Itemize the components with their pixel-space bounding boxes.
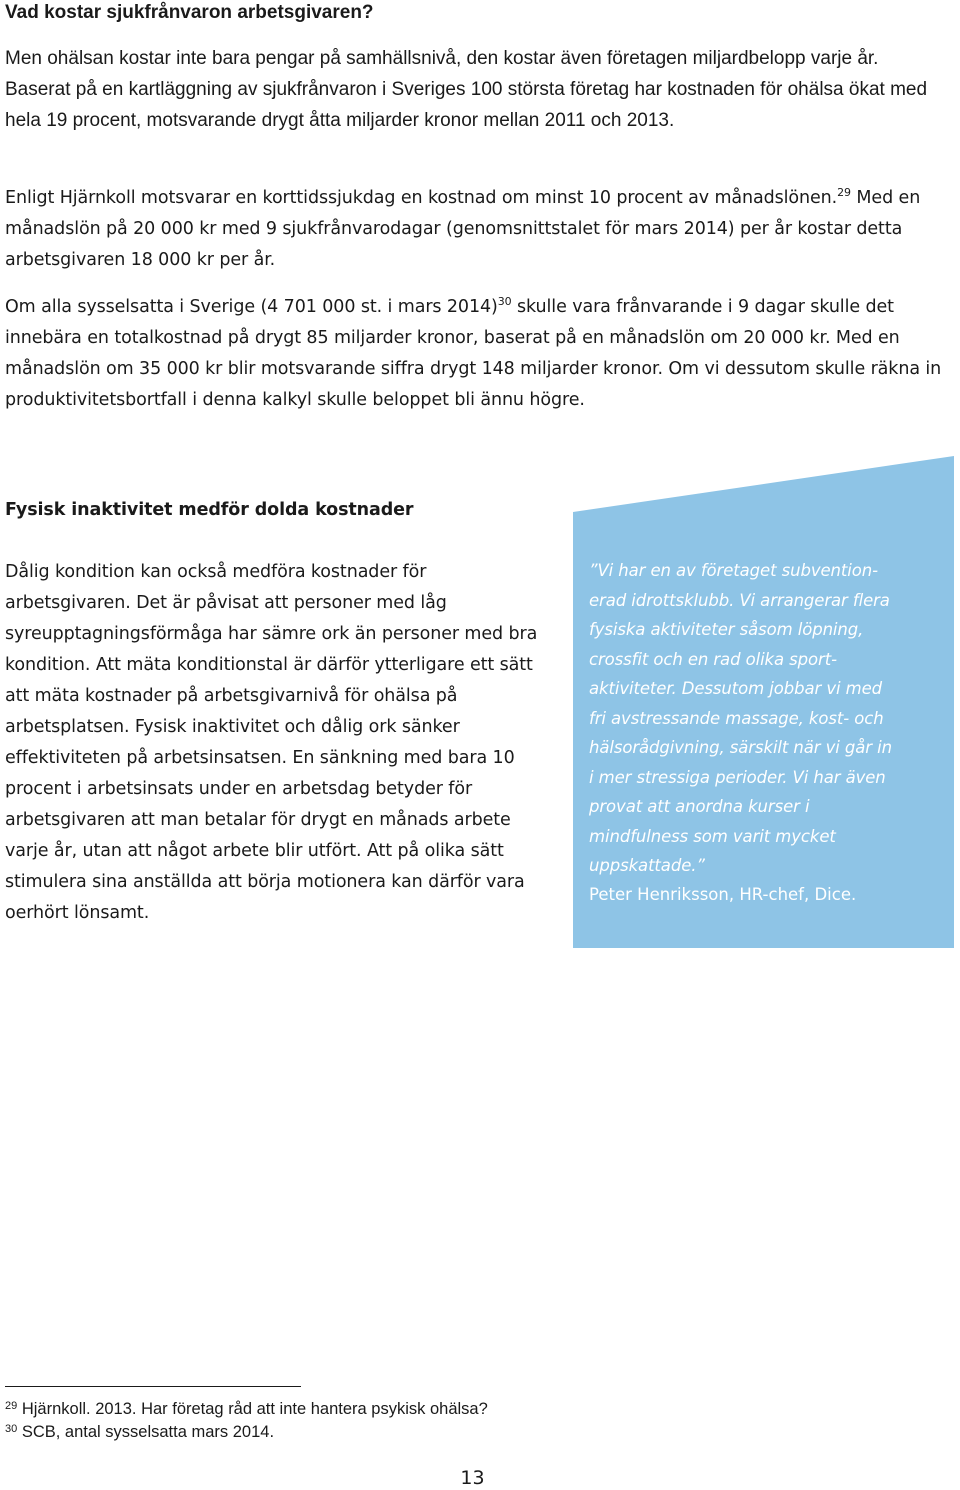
footnote-text: Hjärnkoll. 2013. Har företag råd att inte hantera psykisk ohälsa? [17, 1400, 488, 1418]
intro-paragraph-block [5, 43, 945, 136]
quote-line: uppskattade.” [589, 856, 705, 875]
footnote-29 [5, 1398, 488, 1421]
section-heading-physical-inactivity: Fysisk inaktivitet medför dolda kostnader [5, 500, 414, 520]
quote-line: crossfit och en rad olika sport- [589, 649, 837, 669]
quote-line: aktiviteter. Dessutom jobbar vi med [589, 679, 883, 698]
hjarnkoll-text: Enligt Hjärnkoll motsvarar en korttidssjukdag en kostnad om minst 10 procent av månadslönen. [5, 188, 838, 208]
inactivity-paragraph-block [5, 557, 545, 929]
footnotes [5, 1398, 488, 1444]
quote-line: mindfulness som varit mycket [589, 826, 836, 846]
page-number: 13 [460, 1467, 485, 1489]
employment-text: Om alla sysselsatta i Sverige (4 701 000 st. i mars 2014) [5, 297, 498, 317]
quote-line: i mer stressiga perioder. Vi har även [589, 767, 886, 787]
section-heading-sick-leave-cost: Vad kostar sjukfrånvaron arbetsgivaren? [5, 2, 374, 23]
footnote-ref-29[interactable]: 29 [837, 186, 851, 200]
hjarnkoll-paragraph [5, 183, 950, 276]
quote-line: ”Vi har en av företaget subvention- [589, 561, 878, 580]
employment-text-rest: skulle vara frånvarande i 9 dagar skulle det innebära en totalkostnad på drygt 85 miljarder kronor, baserat på en månadslön om 20 000 kr. Med en månadslön om 35 000 kr blir motsvarande siffra drygt 148 miljarder kronor. Om vi dessutom skulle räkna in produktivitetsbortfall i denna kalkyl skulle beloppet bli ännu högre. [5, 297, 942, 410]
quote-line: hälsorådgivning, särskilt när vi går in [589, 738, 892, 757]
employment-paragraph [5, 292, 950, 416]
hjarnkoll-text-rest: Med en månadslön på 20 000 kr med 9 sjukfrånvarodagar (genomsnittstalet för mars 2014) per år kostar detta arbetsgivaren 18 000 kr per år. [5, 188, 921, 270]
footnote-ref-30[interactable]: 30 [497, 295, 512, 309]
intro-paragraph: Men ohälsan kostar inte bara pengar på samhällsnivå, den kostar även företagen miljardbelopp varje år. Baserat på en kartläggning av sjukfrånvaron i Sveriges 100 största företag har kostnaden för ohälsa ökat med hela 19 procent, motsvarande drygt åtta miljarder kronor mellan 2011 och 2013. [5, 48, 928, 131]
quote-author: Peter Henriksson, HR-chef, Dice. [589, 885, 857, 904]
footnote-text: SCB, antal sysselsatta mars 2014. [17, 1423, 275, 1441]
footnote-number: 30 [5, 1423, 18, 1435]
quote-line: provat att anordna kurser i [589, 797, 810, 816]
quote-text [589, 556, 939, 881]
quote-line: erad idrottsklubb. Vi arrangerar flera [589, 590, 890, 610]
quote-line: fysiska aktiviteter såsom löpning, [589, 620, 864, 639]
footnote-30 [5, 1421, 488, 1444]
footnote-number: 29 [5, 1400, 18, 1412]
inactivity-paragraph: Dålig kondition kan också medföra kostnader för arbetsgivaren. Det är påvisat att personer med låg syreupptagningsförmåga har sämre ork än personer med bra kondition. Att mäta konditionstal är därför ytterligare ett sätt att mäta kostnader på arbetsgivarnivå för ohälsa på arbetsplatsen. Fysisk inaktivitet och dålig ork sänker effektiviteten på arbetsinsatsen. En sänkning med bara 10 procent i arbetsinsats under en arbetsdag betyder för arbetsgivaren att man betalar för drygt en månads arbete varje år, utan att något arbete blir utfört. Att på olika sätt stimulera sina anställda att börja motionera kan därför vara oerhört lönsamt. [5, 562, 538, 923]
footnote-divider [5, 1386, 301, 1387]
quote-line: fri avstressande massage, kost- och [589, 708, 884, 728]
